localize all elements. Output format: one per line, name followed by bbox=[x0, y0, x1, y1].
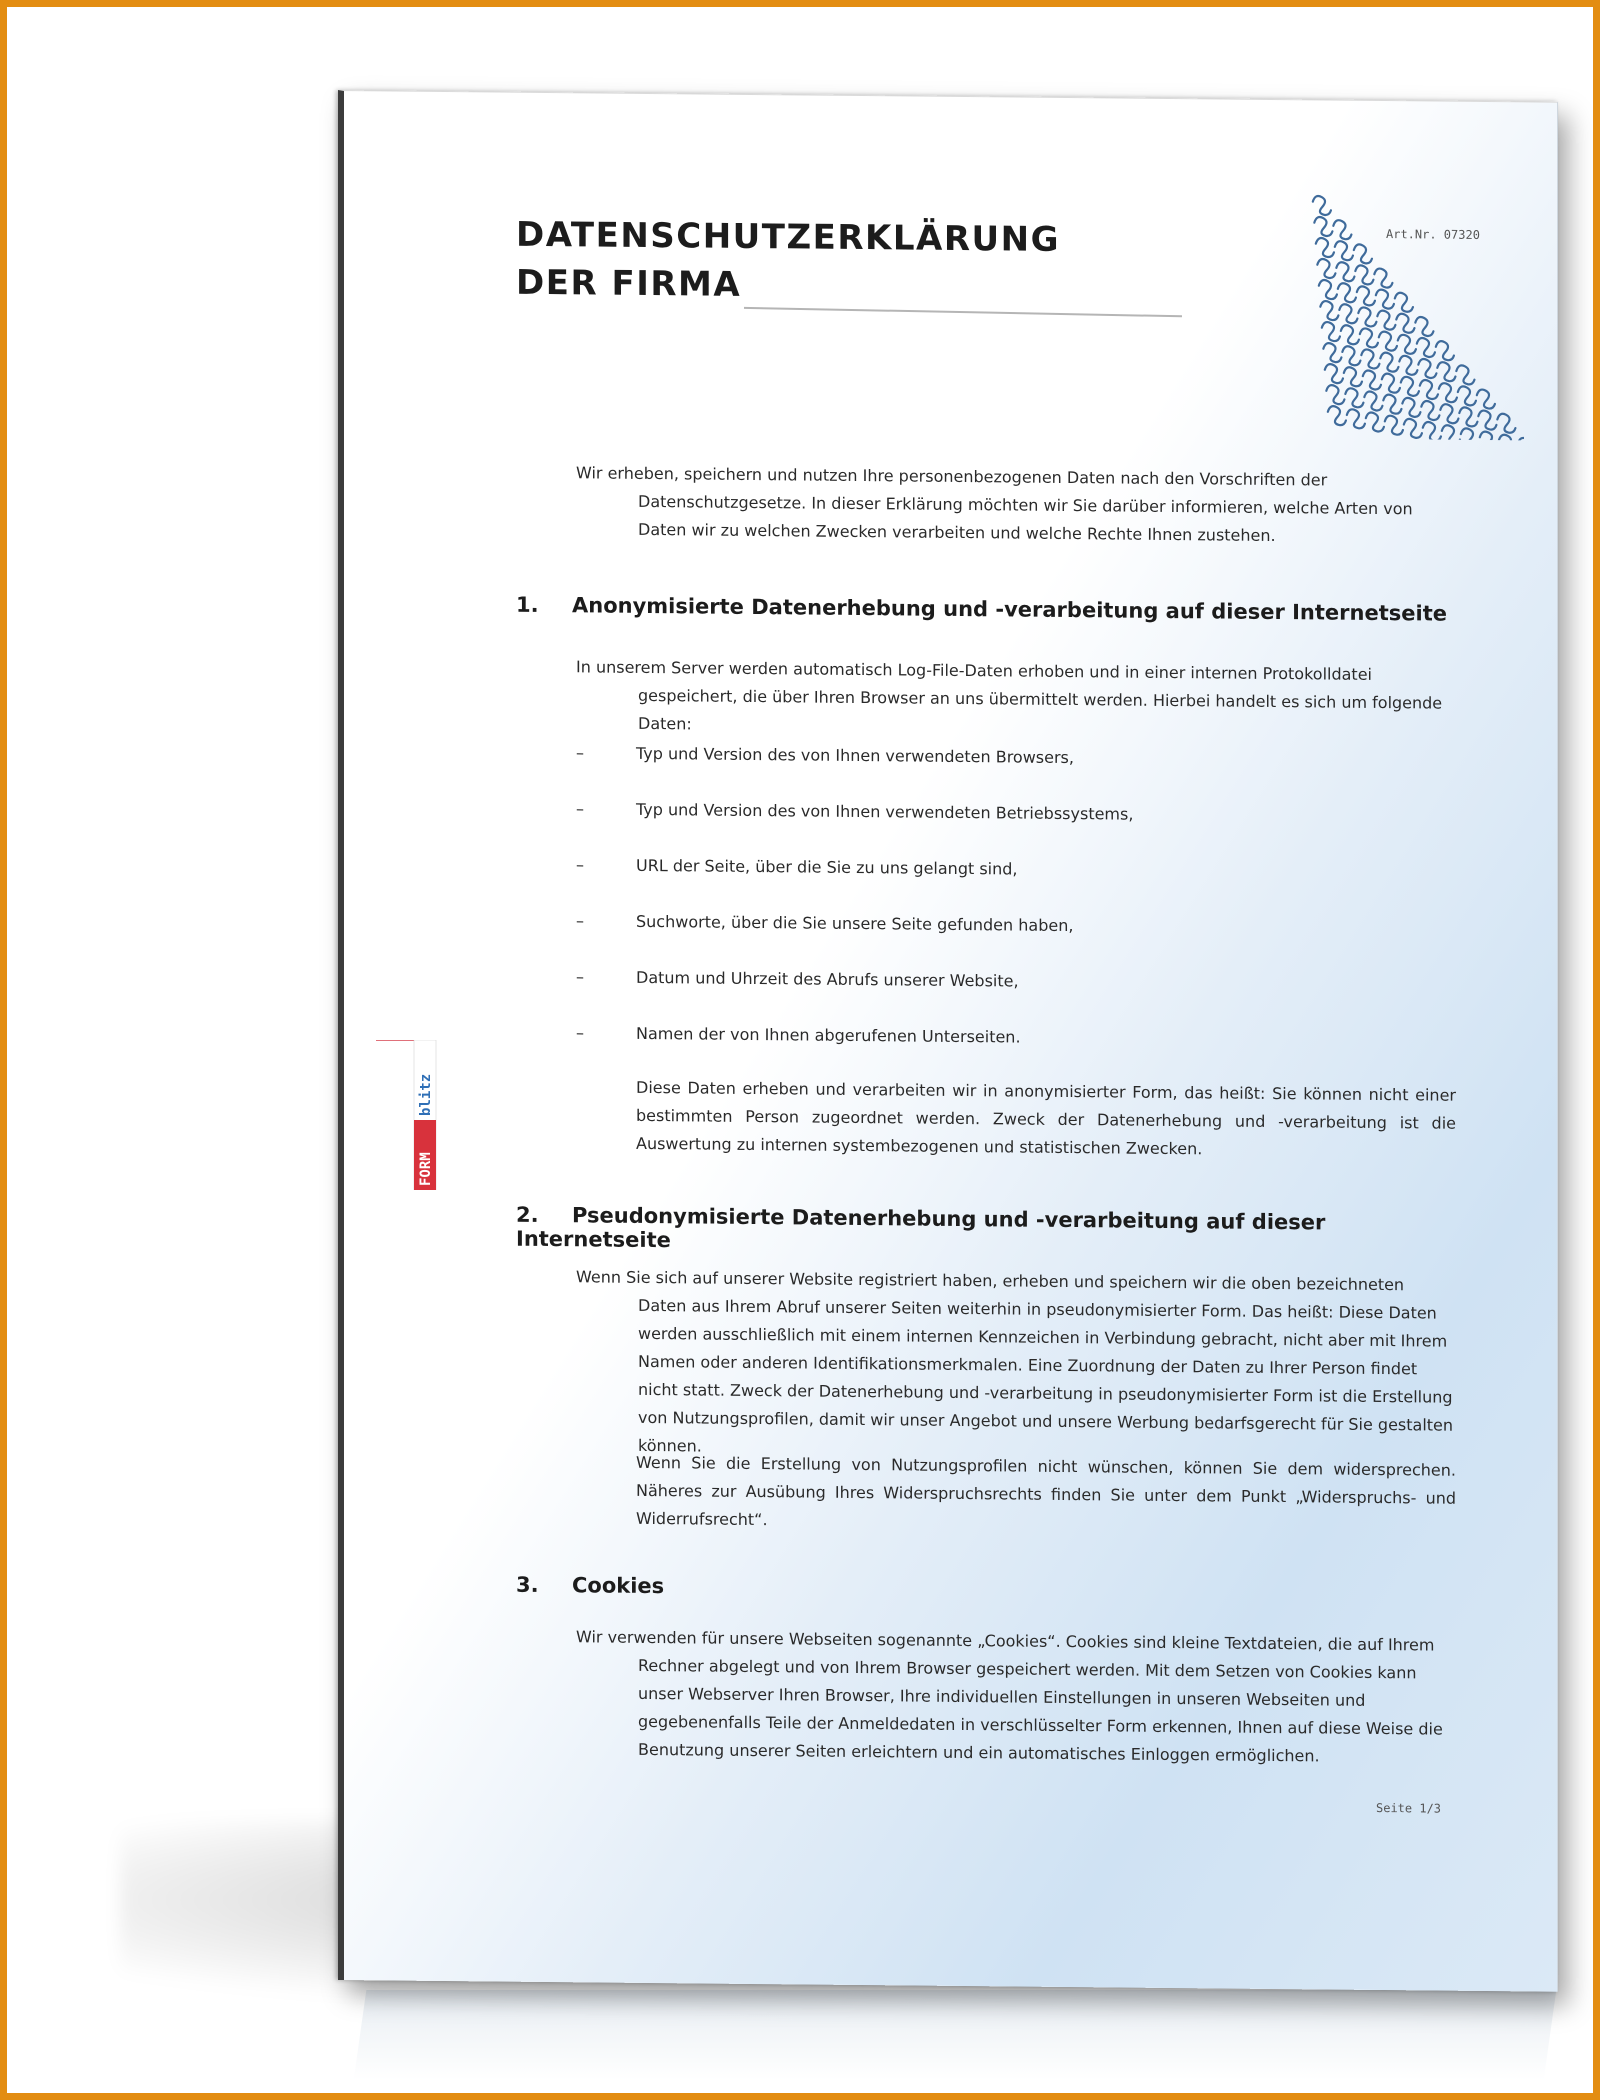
section-3-title: Cookies bbox=[572, 1573, 665, 1599]
section-2-closing: Wenn Sie die Erstellung von Nutzungsprofilen nicht wünschen, können Sie dem widersprechen. Näheres zur Ausübung Ihres Widerspruchsrechts finden Sie unter dem Punkt „Widerspruchs- und Widerrufsrecht“. bbox=[636, 1452, 1456, 1530]
decorative-pattern-icon bbox=[1304, 188, 1524, 440]
title-line-2: DER FIRMA bbox=[516, 262, 742, 305]
section-1-lead: In unserem Server werden automatisch Log-File-Daten erhoben und in einer internen Protokolldatei gespeichert, die über Ihren Browser an uns übermittelt werden. Hierbei handelt es sich um folgende Daten: bbox=[576, 657, 1443, 734]
list-item: – Typ und Version des von Ihnen verwendeten Browsers, bbox=[576, 743, 1074, 768]
intro-paragraph: Wir erheben, speichern und nutzen Ihre personenbezogenen Daten nach den Vorschriften der Datenschutzgesetze. In dieser Erklärung möchten wir Sie darüber informieren, welche Arten von Daten wir zu welchen Zwecken verarbeiten und welche Rechte Ihnen zustehen. bbox=[576, 463, 1413, 546]
section-1-number: 1. bbox=[516, 592, 539, 617]
svg-text:blitz: blitz bbox=[418, 1073, 434, 1116]
section-1-title: Anonymisierte Datenerhebung und -verarbeitung auf dieser Internetseite bbox=[572, 593, 1447, 626]
section-2-title: Pseudonymisierte Datenerhebung und -verarbeitung auf dieser Internetseite bbox=[516, 1203, 1326, 1253]
list-item: – Namen der von Ihnen abgerufenen Unterseiten. bbox=[576, 1023, 1021, 1047]
page-reflection bbox=[354, 1990, 1557, 2080]
formblitz-logo bbox=[410, 1040, 440, 1190]
section-1-heading bbox=[516, 593, 1456, 626]
list-item: – URL der Seite, über die Sie zu uns gelangt sind, bbox=[576, 855, 1018, 879]
section-2-lead: Wenn Sie sich auf unserer Website registriert haben, erheben und speichern wir die oben bezeichneten Daten aus Ihrem Abruf unserer Seiten weiterhin in pseudonymisierter Form. Das heißt: Diese Daten werden ausschließlich mit einem internen Kennzeichen in Verbindung gebracht, nicht aber mit Ihrem Namen oder anderen Identifikationsmerkmalen. Eine Zuordnung der Daten zu Ihrer Person findet nicht statt. Zweck der Datenerhebung und -verarbeitung in pseudonymisierter Form ist die Erstellung von Nutzungsprofilen, damit wir unser Angebot und unsere Werbung bedarfsgerecht für Sie gestalten können. bbox=[576, 1267, 1454, 1456]
section-2-heading bbox=[516, 1203, 1456, 1260]
title-line-1: DATENSCHUTZERKLÄRUNG bbox=[516, 214, 1061, 260]
page-number: Seite 1/3 bbox=[1376, 1800, 1442, 1816]
list-item: – Datum und Uhrzeit des Abrufs unserer Website, bbox=[576, 967, 1019, 991]
document-title bbox=[516, 211, 1060, 312]
section-2-number: 2. bbox=[516, 1202, 539, 1227]
document-page bbox=[338, 90, 1558, 1992]
section-3-number: 3. bbox=[516, 1572, 539, 1597]
list-item: – Suchworte, über die Sie unsere Seite gefunden haben, bbox=[576, 911, 1074, 936]
list-item: – Typ und Version des von Ihnen verwendeten Betriebssystems, bbox=[576, 799, 1134, 824]
svg-text:FORM: FORM bbox=[418, 1152, 434, 1186]
article-number: Art.Nr. 07320 bbox=[1386, 227, 1480, 242]
section-1-closing: Diese Daten erheben und verarbeiten wir in anonymisierter Form, das heißt: Sie können nicht einer bestimmten Person zugeordnet werden. Zweck der Datenerhebung und -verarbeitung ist die Auswertung zu internen systembezogenen und statistischen Zwecken. bbox=[636, 1077, 1456, 1159]
section-3-lead: Wir verwenden für unsere Webseiten sogenannte „Cookies“. Cookies sind kleine Textdateien, die auf Ihrem Rechner abgelegt und von Ihrem Browser gespeichert werden. Mit dem Setzen von Cookies kann unser Webserver Ihren Browser, Ihre individuellen Einstellungen in unseren Webseiten und gegebenenfalls Teile der Anmeldedaten in verschlüsselter Form erkennen, Ihnen auf diese Weise die Benutzung unserer Seiten erleichtern und ein automatisches Einloggen ermöglichen. bbox=[576, 1627, 1443, 1766]
section-3-heading bbox=[516, 1573, 1456, 1606]
